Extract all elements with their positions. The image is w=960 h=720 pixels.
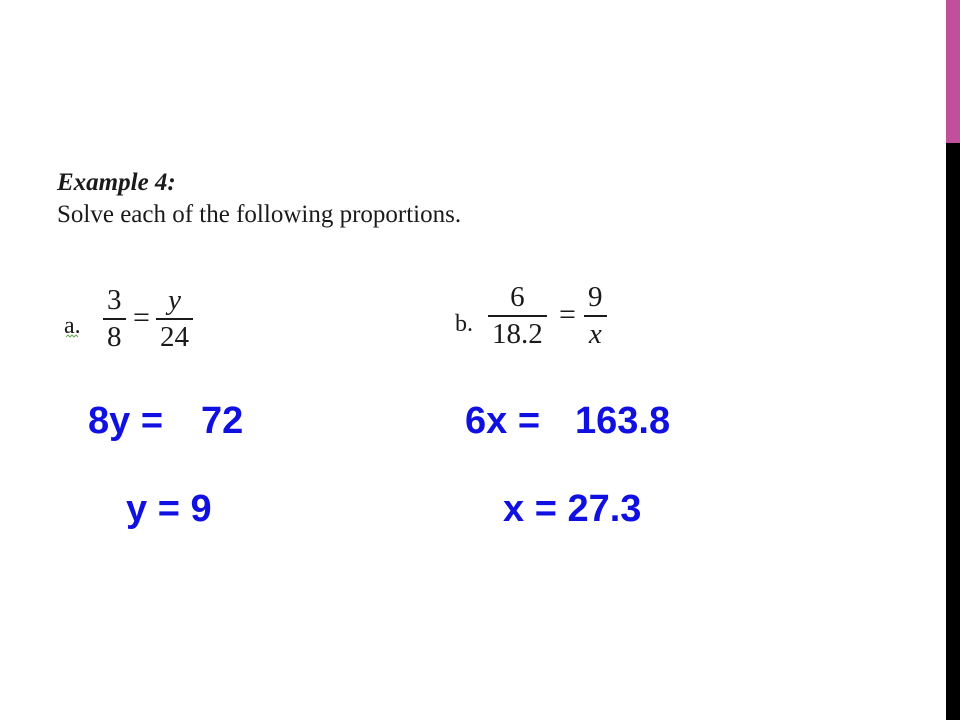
problem-b-left-fraction: [488, 283, 547, 349]
problem-b-left-denominator: 18.2: [492, 317, 543, 350]
solution-b-step1-lhs: 6x =: [465, 400, 541, 442]
solution-a-step1-lhs: 8y =: [88, 400, 164, 442]
spellcheck-squiggle-icon: [66, 334, 78, 338]
problem-a-right-denominator: 24: [160, 320, 189, 353]
problem-a-left-numerator: 3: [107, 284, 122, 316]
problem-a-left-fraction: [103, 286, 126, 352]
problem-a-right-fraction: [156, 286, 193, 352]
example-title: Example 4:: [57, 169, 176, 196]
solution-b-step2: x = 27.3: [503, 488, 642, 530]
example-instruction: Solve each of the following proportions.: [57, 201, 462, 228]
problem-b-right-fraction: [584, 283, 607, 349]
solution-a-step1-rhs: 72: [201, 400, 244, 442]
problem-a-right-numerator: y: [168, 284, 181, 316]
solution-b-step1-rhs: 163.8: [575, 400, 671, 442]
problem-b-left-numerator: 6: [510, 281, 525, 313]
problem-b-equals: =: [559, 298, 576, 331]
accent-bar-pink: [946, 0, 960, 143]
problem-b-label: b.: [455, 311, 473, 337]
problem-a-equals: =: [133, 301, 150, 334]
solution-a-step2: y = 9: [126, 488, 212, 530]
problem-a-label: a.: [64, 313, 81, 339]
problem-a-left-denominator: 8: [107, 320, 122, 353]
problem-b-right-numerator: 9: [588, 281, 603, 313]
accent-bar-black: [946, 143, 960, 720]
problem-b-right-denominator: x: [588, 317, 602, 350]
